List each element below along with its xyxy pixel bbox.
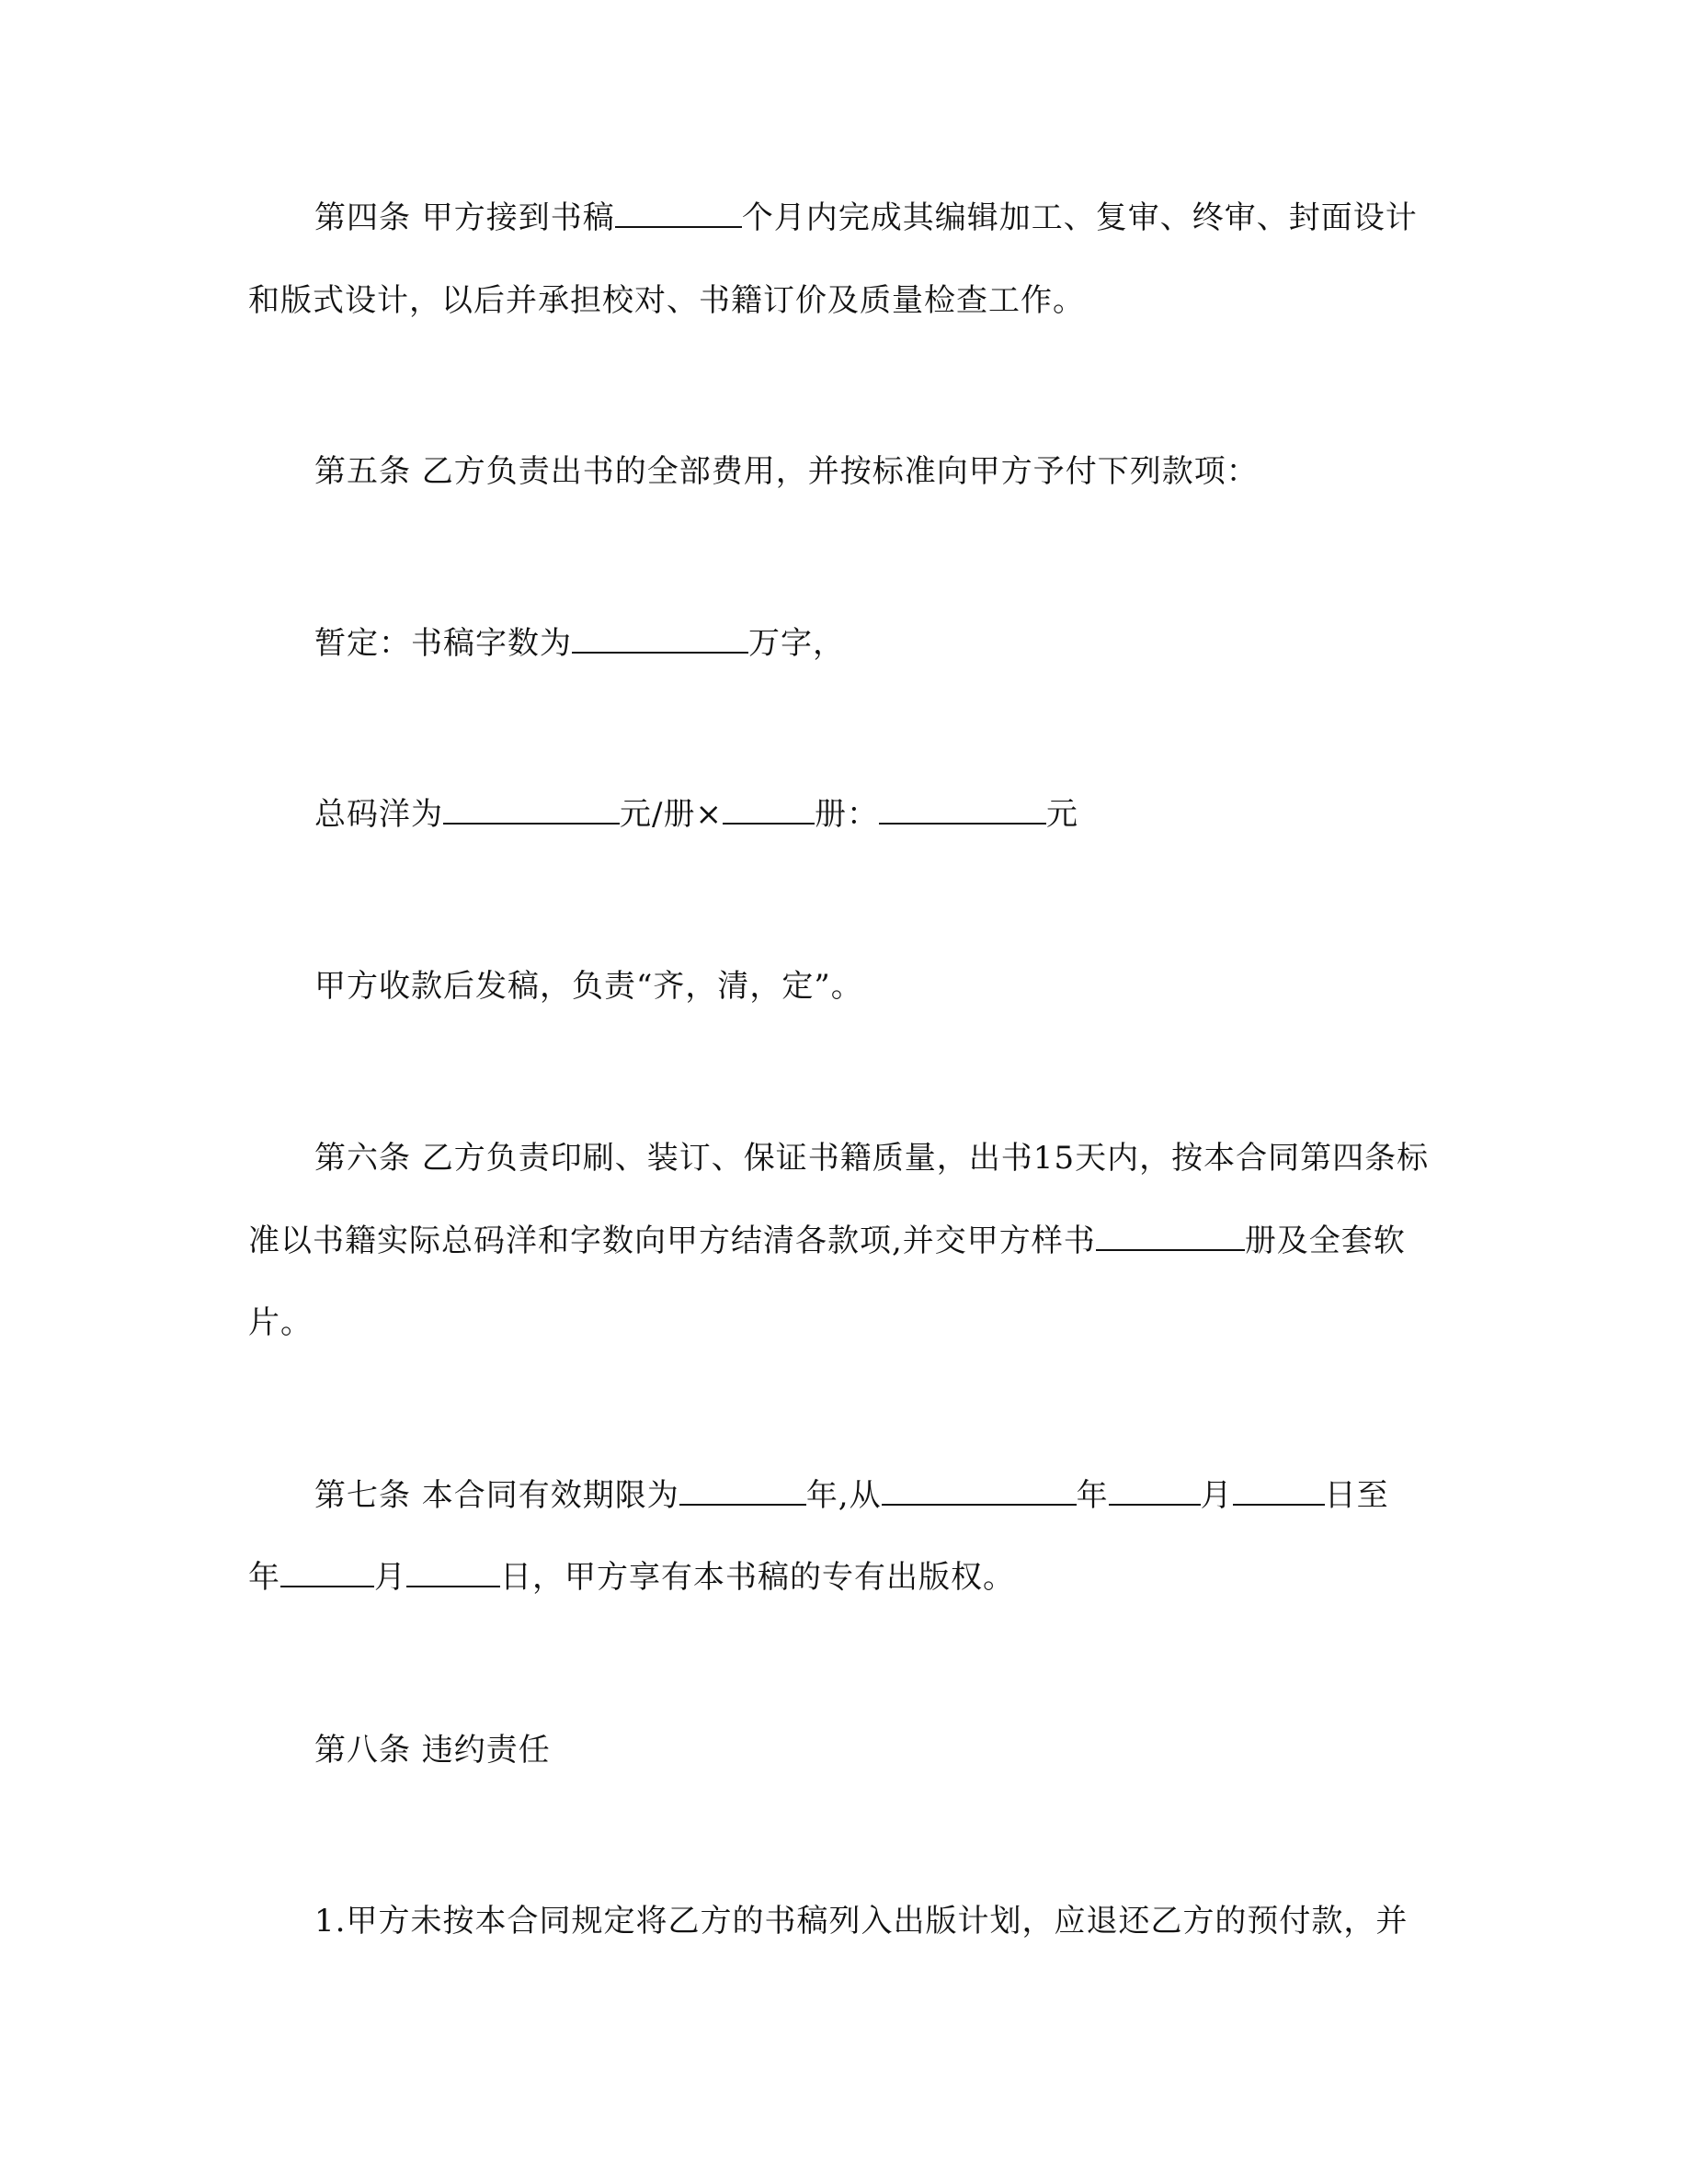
start-day-blank xyxy=(1233,1476,1325,1506)
article6-line2 xyxy=(248,1221,1443,1261)
article7-text-c: 年 xyxy=(1076,1477,1109,1514)
article6-text-b: 册及全套软 xyxy=(1244,1223,1406,1259)
article4-line1 xyxy=(314,198,1510,238)
unit-price-label: 元/册× xyxy=(620,796,723,833)
total-price-line xyxy=(314,794,1510,835)
sample-books-blank xyxy=(1096,1222,1245,1251)
article8-title: 第八条 违约责任 xyxy=(314,1732,551,1769)
unit-price-blank xyxy=(443,795,620,825)
article5-line1: 第五条 乙方负责出书的全部费用，并按标准向甲方予付下列款项： xyxy=(314,453,1259,490)
article7-text-g: 月 xyxy=(374,1559,406,1596)
total-label: 总码洋为 xyxy=(314,796,443,833)
article4-text-a: 第四条 甲方接到书稿 xyxy=(314,199,615,236)
word-count-unit: 万字， xyxy=(748,625,845,662)
article4-line2: 和版式设计，以后并承担校对、书籍订价及质量检查工作。 xyxy=(248,282,1085,319)
article8-item1: 1.甲方未按本合同规定将乙方的书稿列入出版计划，应退还乙方的预付款，并 xyxy=(314,1903,1409,1939)
copies-label: 册： xyxy=(814,796,879,833)
article6-line1: 第六条 乙方负责印刷、装订、保证书籍质量，出书15天内，按本合同第四条标 xyxy=(314,1140,1430,1177)
word-count-line xyxy=(314,623,1510,664)
article4-text-b: 个月内完成其编辑加工、复审、终审、封面设计 xyxy=(741,199,1418,236)
copies-blank xyxy=(723,795,815,825)
article7-text-a: 第七条 本合同有效期限为 xyxy=(314,1477,679,1514)
start-month-blank xyxy=(1109,1476,1201,1506)
word-count-blank xyxy=(572,624,748,654)
article7-text-b: 年,从 xyxy=(805,1477,882,1514)
article7-text-d: 月 xyxy=(1200,1477,1233,1514)
months-blank xyxy=(615,199,742,228)
start-year-blank xyxy=(882,1476,1077,1506)
article6-text-a: 准以书籍实际总码洋和字数向甲方结清各款项,并交甲方样书 xyxy=(248,1223,1096,1259)
article7-text-h: 日，甲方享有本书稿的专有出版权。 xyxy=(500,1559,1015,1596)
total-amount-blank xyxy=(879,795,1046,825)
word-count-label: 暂定：书稿字数为 xyxy=(314,625,572,662)
article6-line3: 片。 xyxy=(248,1304,313,1341)
article7-text-e: 日至 xyxy=(1324,1477,1389,1514)
article7-text-f: 年 xyxy=(248,1559,280,1596)
article7-line1 xyxy=(314,1475,1510,1516)
article7-line2 xyxy=(248,1557,1443,1598)
end-month-blank xyxy=(280,1558,374,1587)
validity-years-blank xyxy=(679,1476,806,1506)
release-line: 甲方收款后发稿，负责“齐，清，定”。 xyxy=(314,968,863,1005)
total-unit: 元 xyxy=(1045,796,1078,833)
end-day-blank xyxy=(406,1558,500,1587)
